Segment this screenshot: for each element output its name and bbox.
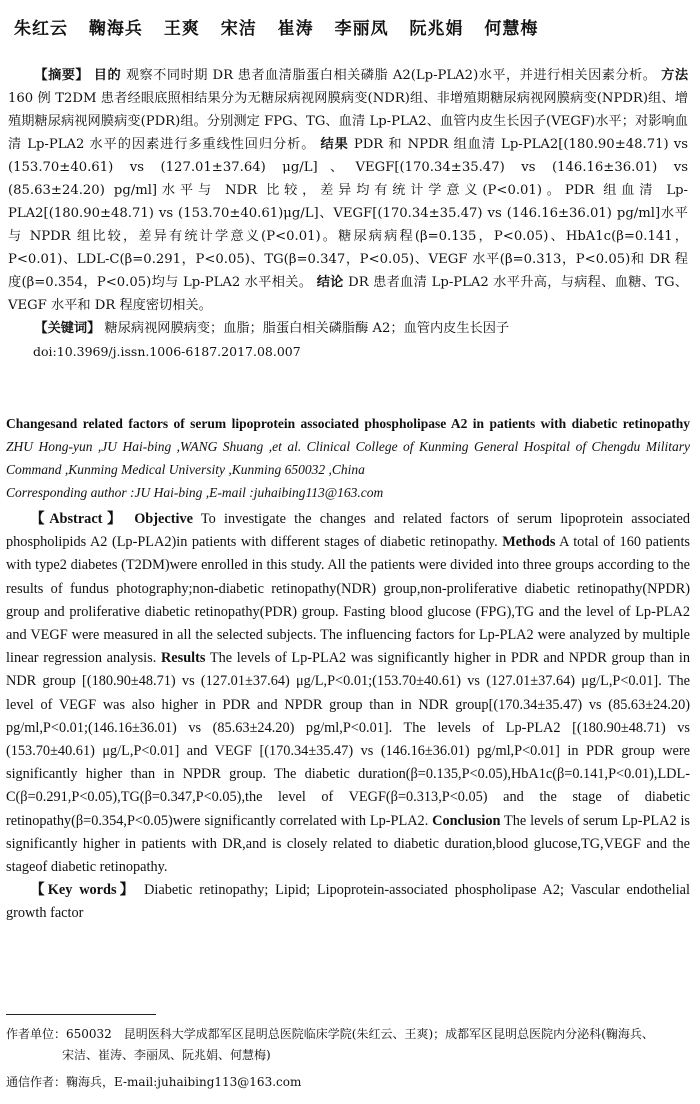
author-list-cn: 朱红云 鞠海兵 王爽 宋洁 崔涛 李丽凤 阮兆娟 何慧梅 — [14, 19, 539, 39]
english-affiliation: Clinical College of Kunming General Hospital of Chengdu Military Command ,Kunming Medical University ,Kunming 650032 ,China — [6, 439, 691, 477]
en-results-text: The levels of Lp-PLA2 was significantly higher in PDR and NPDR group than in NDR group [(180.90±48.71) vs (127.01±37.64) μg/L,P<0.01;(153.70±40.61) vs (127.01±37.64) μg/L,P<0.01]. The level of VEGF was also higher in PDR and NPDR group than in NDR group[(170.34±35.47) vs (85.63±24.20) pg/ml,P<0.01;(146.16±36.01) vs (85.63±24.20) pg/ml,P<0.01]. The levels of Lp-PLA2 [(180.90±48.71) vs (153.70±40.61) μg/L,P<0.01] and VEGF [(170.34±35.47) vs (146.16±36.01) pg/ml,P<0.01] in PDR group were significantly higher than in NPDR group. The diabetic duration(β=0.135,P<0.05),HbA1c(β=0.141,P<0.01),LDL-C(β=0.291,P<0.05),TG(β=0.347,P<0.05),the level of VEGF(β=0.313,P<0.05) and the stage of diabetic retinopathy(β=0.354,P<0.05)were significantly correlated with Lp-PLA2. — [6, 650, 690, 829]
en-methods-label: Methods — [502, 534, 556, 551]
en-results-label: Results — [160, 650, 206, 667]
en-objective-text: To investigate the changes and related factors of serum lipoprotein associated phospholipids A2 (Lp-PLA2)in patients with different stages of diabetic retinopathy. — [6, 511, 691, 551]
en-conclusion-label: Conclusion — [432, 812, 501, 829]
chinese-abstract — [8, 64, 688, 363]
cn-methods-label: 方法 — [661, 68, 689, 83]
cn-abstract-label: 【摘要】 — [34, 68, 90, 83]
affiliation-line-1: 作者单位：650032 昆明医科大学成都军区昆明总医院临床学院(朱红云、王爽)；成都军区昆明总医院内分泌科(鞠海兵、 — [6, 1027, 654, 1041]
cn-methods-text: 160 例 T2DM 患者经眼底照相结果分为无糖尿病视网膜病变(NDR)组、非增殖期糖尿病视网膜病变(NPDR)组、增殖期糖尿病视网膜病变(PDR)组。分别测定 FPG、TG、血清 Lp-PLA2、血管内皮生长因子(VEGF)水平；对影响血清 Lp-PLA2 水平的因素进行多重线性回归分析。 — [8, 91, 688, 152]
cn-objective-label: 目的 — [93, 68, 122, 83]
en-abstract-label: 【Abstract】 — [30, 511, 126, 527]
en-abstract-body — [6, 508, 690, 879]
cn-conclusion-label: 结论 — [316, 275, 344, 290]
cn-keywords — [8, 317, 688, 340]
english-title-block — [6, 412, 690, 504]
en-conclusion-text: The levels of serum Lp-PLA2 is significantly higher in patients with DR,and is closely related to diabetic duration,blood glucose,TG,VEGF and the stageof diabetic retinopathy. — [6, 812, 690, 876]
english-abstract — [6, 508, 690, 926]
corresponding-author-note: 通信作者：鞠海兵，E-mail:juhaibing113@163.com — [6, 1075, 302, 1089]
english-authors: ZHU Hong-yun ,JU Hai-bing ,WANG Shuang ,et al. — [6, 439, 302, 454]
affiliation-line-2: 宋洁、崔涛、李丽凤、阮兆娟、何慧梅) — [62, 1048, 271, 1062]
cn-results-label: 结果 — [320, 137, 349, 152]
cn-keywords-text: 糖尿病视网膜病变；血脂；脂蛋白相关磷脂酶 A2；血管内皮生长因子 — [104, 321, 510, 336]
english-title: Changesand related factors of serum lipoprotein associated phospholipase A2 in patients with diabetic retinopathy — [6, 416, 690, 431]
en-objective-label: Objective — [134, 511, 193, 527]
cn-objective-text: 观察不同时期 DR 患者血清脂蛋白相关磷脂 A2(Lp-PLA2)水平，并进行相关因素分析。 — [125, 68, 657, 83]
en-keywords-label: 【Key words】 — [30, 882, 138, 899]
doi: doi:10.3969/j.issn.1006-6187.2017.08.007 — [33, 344, 301, 359]
en-keywords — [6, 879, 690, 925]
cn-results-text: PDR 和 NPDR 组血清 Lp-PLA2[(180.90±48.71) vs (153.70±40.61) vs (127.01±37.64) μg/L]、VEGF[(170.34±35.47) vs (146.16±36.01) vs (85.63±24.20) pg/ml]水平与 NDR 比较，差异均有统计学意义(P<0.01)。PDR 组血清 Lp-PLA2[(180.90±48.71) vs (153.70±40.61)μg/L]、VEGF[(170.34±35.47) vs (146.16±36.01) pg/ml]水平与 NPDR 组比较，差异有统计学意义(P<0.01)。糖尿病病程(β=0.135，P<0.05)、HbA1c(β=0.141，P<0.01)、LDL-C(β=0.291，P<0.05)、TG(β=0.347，P<0.05)、VEGF 水平(β=0.313，P<0.05)和 DR 程度(β=0.354，P<0.05)均与 Lp-PLA2 水平相关。 — [8, 137, 688, 290]
cn-conclusion-text: DR 患者血清 Lp-PLA2 水平升高，与病程、血糖、TG、VEGF 水平和 DR 程度密切相关。 — [8, 275, 688, 313]
footnote-divider — [6, 1014, 156, 1015]
cn-abstract-body — [8, 64, 688, 317]
english-corresponding-author: Corresponding author :JU Hai-bing ,E-mail :juhaibing113@163.com — [6, 485, 384, 500]
footnotes — [6, 1024, 694, 1093]
en-methods-text: A total of 160 patients with type2 diabetes (T2DM)were enrolled in this study. All the patients were divided into three groups according to the results of fundus photography;non-diabetic retinopathy(NDR) group,non-proliferative diabetic retinopathy(NPDR) group and proliferative diabetic retinopathy(PDR) group. Fasting blood glucose (FPG),TG and the level of Lp-PLA2 and VEGF were measured in all the selected subjects. The influencing factors for Lp-PLA2 were analyzed by multiple linear regression analysis. — [6, 534, 690, 667]
cn-keywords-label: 【关键词】 — [34, 321, 101, 336]
en-keywords-text: Diabetic retinopathy; Lipid; Lipoprotein-associated phospholipase A2; Vascular endothelial growth factor — [6, 882, 691, 922]
